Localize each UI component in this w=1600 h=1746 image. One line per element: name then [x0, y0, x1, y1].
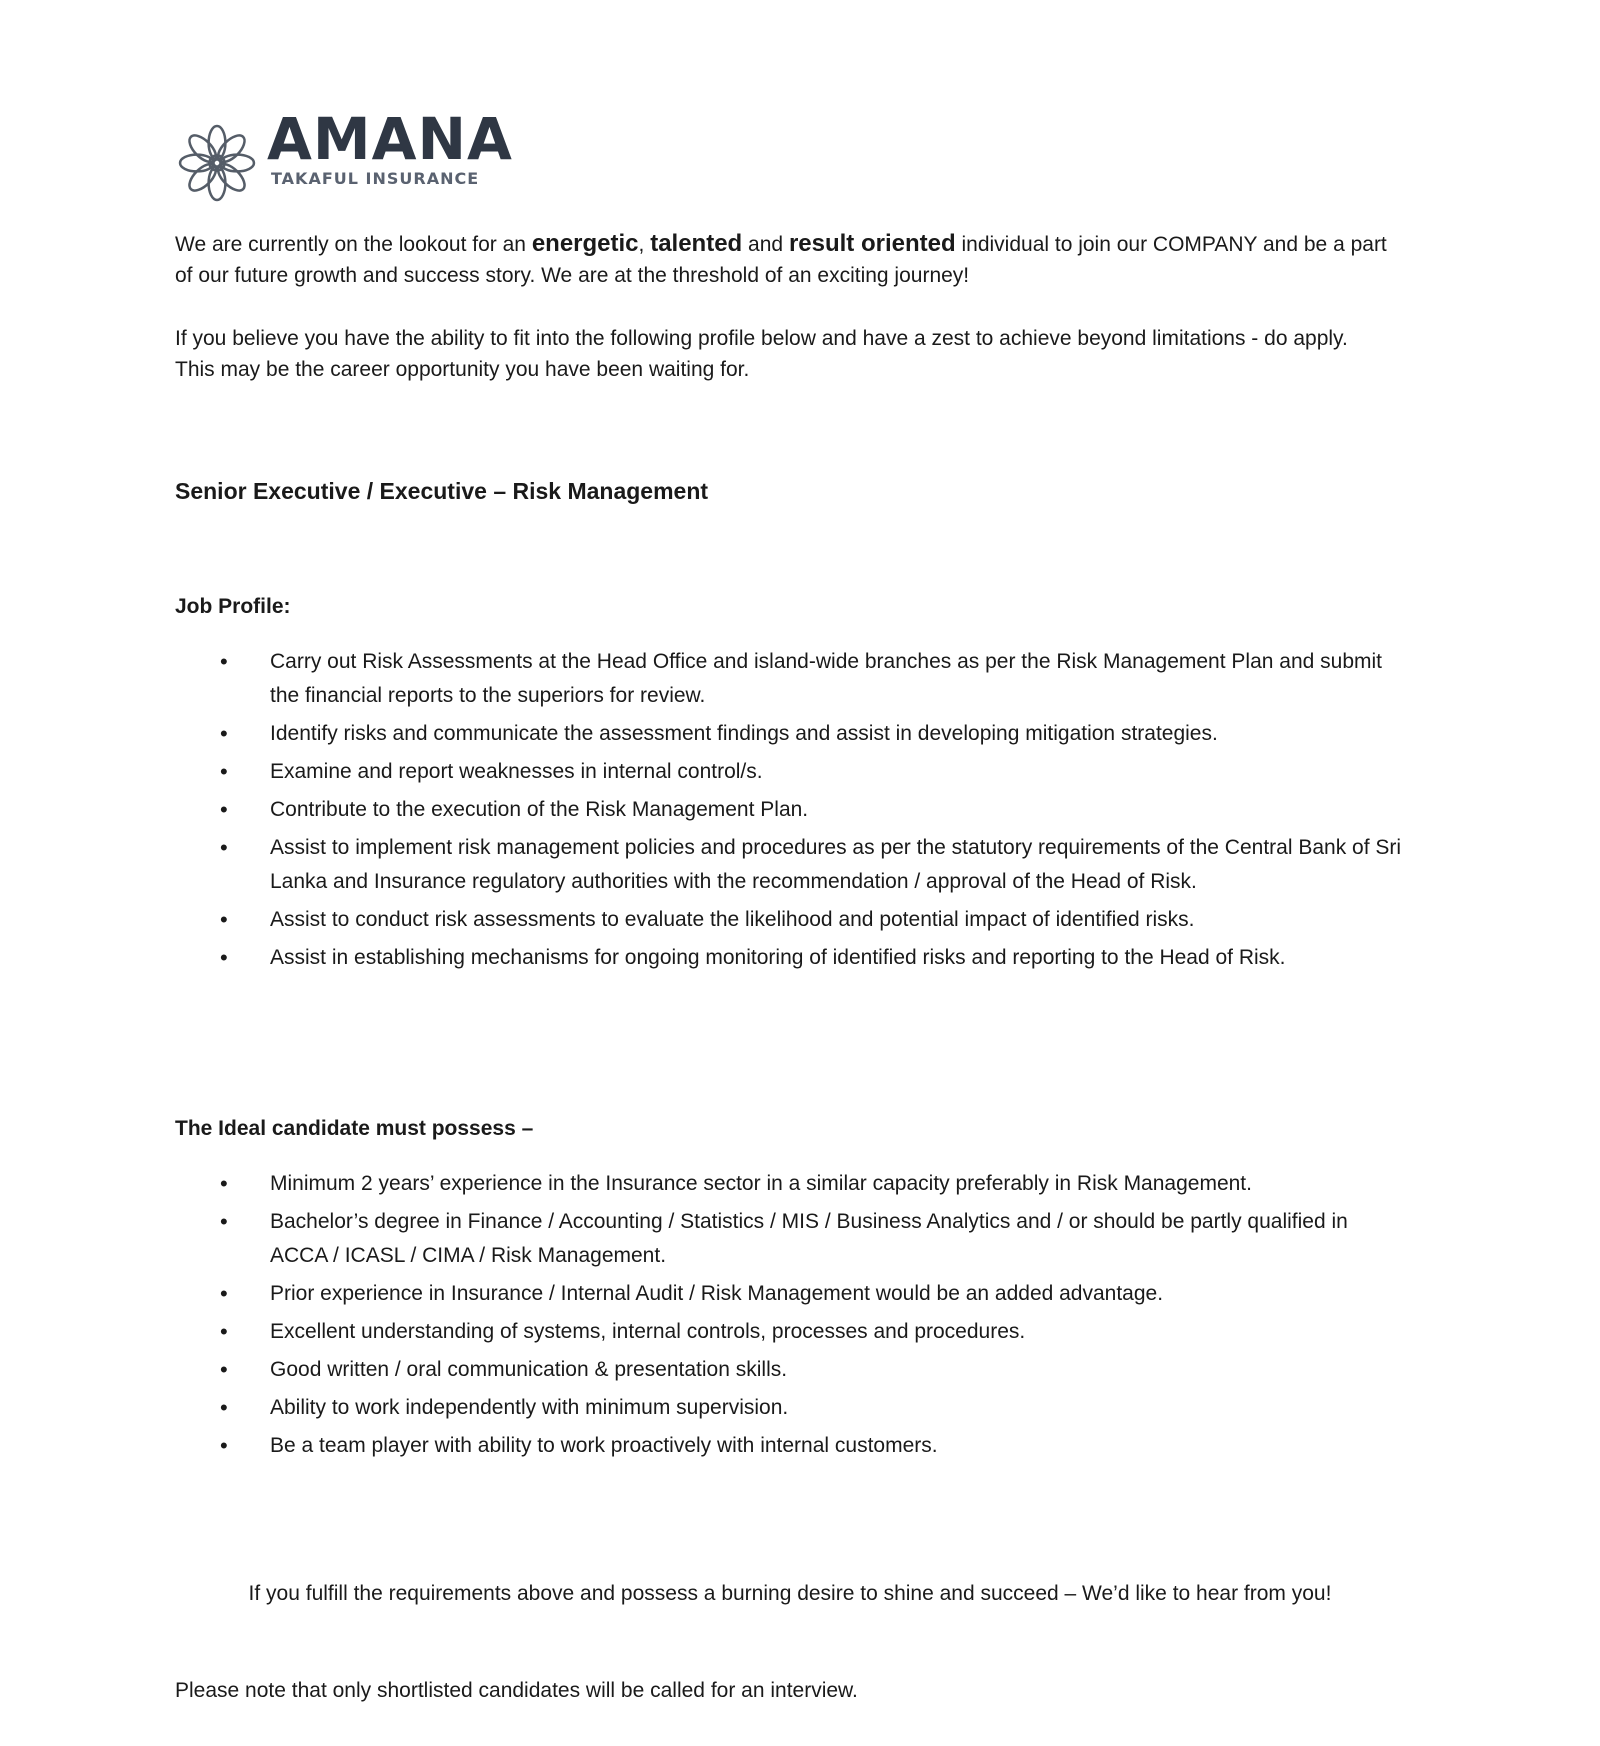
list-item: • Be a team player with ability to work proactively with internal customers. — [175, 1429, 1405, 1463]
list-item: • Identify risks and communicate the assessment findings and assist in developing mitigation strategies. — [175, 717, 1405, 751]
job-profile-heading: Job Profile: — [175, 595, 291, 618]
fit-line-2: This may be the career opportunity you have been waiting for. — [175, 358, 750, 381]
intro-text-1: We are currently on the lookout for an — [175, 233, 532, 256]
ideal-candidate-heading: The Ideal candidate must possess – — [175, 1117, 534, 1140]
shortlist-note: Please note that only shortlisted candidates will be called for an interview. — [175, 1679, 858, 1702]
list-item: • Excellent understanding of systems, internal controls, processes and procedures. — [175, 1315, 1405, 1349]
fit-paragraph — [175, 323, 1405, 385]
list-item: • Carry out Risk Assessments at the Head Office and island-wide branches as per the Risk Management Plan and submit the financial reports to the superiors for review. — [175, 645, 1405, 713]
intro-bold-energetic: energetic — [531, 230, 639, 257]
list-item: • Good written / oral communication & presentation skills. — [175, 1353, 1405, 1387]
list-item: • Examine and report weaknesses in internal control/s. — [175, 755, 1405, 789]
fit-line-1: If you believe you have the ability to fit into the following profile below and have a zest to achieve beyond limitations - do apply. — [175, 327, 1348, 350]
list-item: • Bachelor’s degree in Finance / Accounting / Statistics / MIS / Business Analytics and / or should be partly qualified in ACCA / ICASL / CIMA / Risk Management. — [175, 1205, 1405, 1273]
list-item: • Ability to work independently with minimum supervision. — [175, 1391, 1405, 1425]
intro-bold-result-oriented: result oriented — [788, 230, 956, 257]
ideal-candidate-list — [175, 1167, 1405, 1467]
closing-paragraph: If you fulfill the requirements above and possess a burning desire to shine and succeed – We’d like to hear from you! — [248, 1582, 1332, 1605]
job-title: Senior Executive / Executive – Risk Management — [175, 478, 709, 504]
intro-bold-talented: talented — [650, 230, 743, 257]
flower-emblem-icon — [175, 121, 259, 205]
list-item: • Contribute to the execution of the Risk Management Plan. — [175, 793, 1405, 827]
logo-subtitle-text: TAKAFUL INSURANCE — [271, 169, 480, 188]
document-page — [175, 0, 1405, 1746]
list-item: • Assist in establishing mechanisms for ongoing monitoring of identified risks and reporting to the Head of Risk. — [175, 941, 1405, 975]
intro-sep-2: and — [742, 233, 789, 256]
list-item: • Assist to implement risk management policies and procedures as per the statutory requirements of the Central Bank of Sri Lanka and Insurance regulatory authorities with the recommendation / approval of the Head of Risk. — [175, 831, 1405, 899]
list-item: • Prior experience in Insurance / Internal Audit / Risk Management would be an added advantage. — [175, 1277, 1405, 1311]
logo-brand-text: AMANA — [267, 105, 513, 173]
list-item: • Assist to conduct risk assessments to evaluate the likelihood and potential impact of identified risks. — [175, 903, 1405, 937]
job-profile-list — [175, 645, 1405, 979]
company-logo — [175, 105, 595, 204]
intro-text-2: individual to join our COMPANY and be a part of our future growth and success story. We are at the threshold of an exciting journey! — [175, 233, 1387, 287]
list-item: • Minimum 2 years’ experience in the Insurance sector in a similar capacity preferably in Risk Management. — [175, 1167, 1405, 1201]
intro-paragraph — [175, 228, 1405, 291]
intro-sep-1: , — [638, 233, 651, 256]
